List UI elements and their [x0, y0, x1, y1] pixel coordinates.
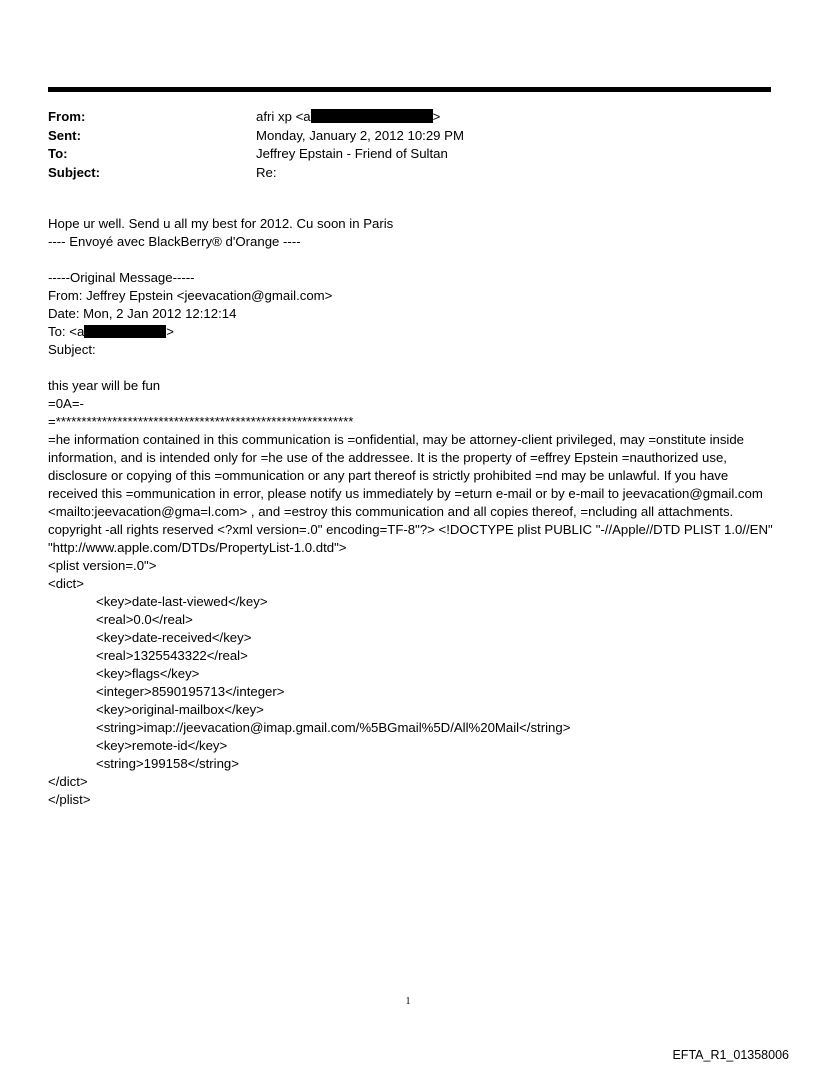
- dict-line: <real>0.0</real>: [96, 612, 193, 627]
- from-row: [48, 108, 748, 127]
- plist-line: <plist version=.0">: [48, 558, 157, 573]
- disclaimer-paragraph: =he information contained in this communication is =onfidential, may be attorney-client privileged, may =onstitute inside information, and is intended only for =he use of the addressee. It is the property of =effrey Epstein =nauthorized use, disclosure or copying of this =ommunication or any part thereof is strictly prohibited =nd may be unlawful. If you have received this =ommunication in error, please notify us immediately by =eturn e-mail or by e-mail to jeevacation@gmail.com <mailto:jeevacation@gma=l.com> , and =estroy this communication and all copies thereof, =ncluding all attachments. copyright -all rights reserved <?xml version=.0" encoding=TF-8"?> <!DOCTYPE plist PUBLIC "-//Apple//DTD PLIST 1.0//EN" "http://www.apple.com/DTDs/PropertyList-1.0.dtd">: [48, 432, 773, 555]
- dict-line: <integer>8590195713</integer>: [96, 684, 285, 699]
- original-from: From: Jeffrey Epstein <jeevacation@gmail.com>: [48, 288, 333, 303]
- plist-line: </dict>: [48, 774, 88, 789]
- from-label: From:: [48, 109, 86, 124]
- page-number: 1: [405, 996, 411, 1007]
- from-name: afri xp <: [256, 109, 304, 124]
- original-subject: Subject:: [48, 342, 96, 357]
- message-line: this year will be fun: [48, 378, 161, 393]
- dict-line: <string>imap://jeevacation@imap.gmail.com/%5BGmail%5D/All%20Mail</string>: [96, 720, 571, 735]
- header-rule: [48, 87, 771, 92]
- encoding-line: =0A=-: [48, 396, 84, 411]
- to-value: Jeffrey Epstain - Friend of Sultan: [256, 146, 448, 161]
- document-id: EFTA_R1_01358006: [672, 1048, 789, 1062]
- to-label: To:: [48, 146, 68, 161]
- plist-block: [48, 557, 773, 809]
- sent-row: [48, 127, 748, 146]
- original-to: [48, 323, 773, 341]
- dict-line: <real>1325543322</real>: [96, 648, 248, 663]
- sent-value: Monday, January 2, 2012 10:29 PM: [256, 127, 464, 143]
- subject-row: [48, 164, 748, 183]
- dict-line: <key>date-last-viewed</key>: [96, 594, 268, 609]
- email-body: [48, 215, 773, 809]
- original-to-prefix: To: <a: [48, 324, 85, 339]
- redaction-box: [311, 109, 433, 123]
- dict-line: <string>199158</string>: [96, 756, 239, 771]
- plist-line: <dict>: [48, 576, 84, 591]
- dict-line: <key>date-received</key>: [96, 630, 252, 645]
- dict-line: <key>remote-id</key>: [96, 738, 228, 753]
- subject-label: Subject:: [48, 164, 101, 180]
- subject-value: Re:: [256, 164, 277, 180]
- original-date: Date: Mon, 2 Jan 2012 12:12:14: [48, 306, 237, 321]
- from-value: [256, 108, 440, 127]
- plist-line: </plist>: [48, 792, 91, 807]
- redaction-box: [84, 325, 166, 338]
- greeting-line: Hope ur well. Send u all my best for 2012. Cu soon in Paris: [48, 216, 394, 231]
- sent-label: Sent:: [48, 127, 81, 143]
- signature-line: ---- Envoyé avec BlackBerry® d'Orange ----: [48, 234, 301, 249]
- separator-stars: =**********************************************************: [48, 414, 354, 429]
- from-address-suffix: >: [432, 109, 441, 124]
- original-to-suffix: >: [166, 324, 174, 339]
- to-row: [48, 145, 748, 164]
- dict-line: <key>original-mailbox</key>: [96, 702, 264, 717]
- dict-line: <key>flags</key>: [96, 666, 200, 681]
- from-address-prefix: a: [303, 109, 311, 124]
- original-message-marker: -----Original Message-----: [48, 270, 195, 285]
- email-header: [48, 108, 748, 182]
